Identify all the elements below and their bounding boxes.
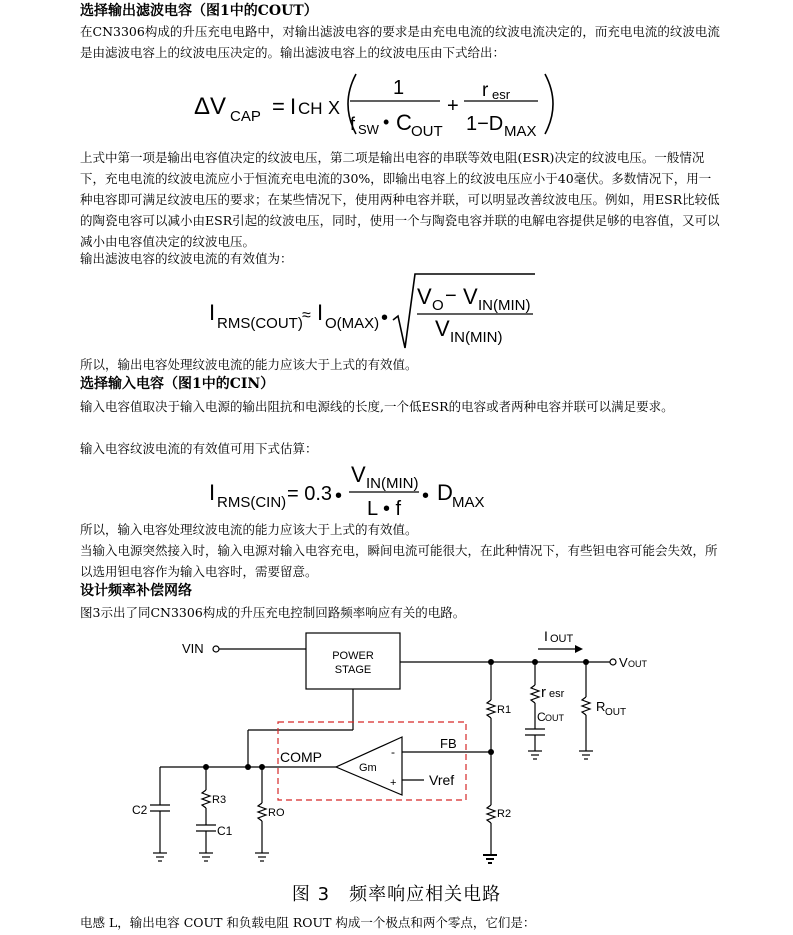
eq3-dot2: • [422, 485, 430, 507]
label-rout: R [596, 699, 606, 714]
equation-rms-cin [205, 460, 505, 520]
label-rout-sub: OUT [605, 707, 627, 718]
label-comp: COMP [280, 749, 322, 765]
heading-compensation: 设计频率补偿网络 [80, 583, 192, 599]
label-vout: V [619, 655, 628, 670]
eq3-den: L • f [367, 498, 402, 520]
heading-input-cap: 选择输入电容（图1中的CIN） [80, 376, 275, 392]
eq2-dot: • [381, 307, 389, 329]
eq1-lhs-sub: CAP [230, 108, 261, 125]
label-vout-sub: OUT [628, 659, 647, 669]
label-r3: R3 [212, 794, 227, 806]
eq3-dot1: • [335, 485, 343, 507]
eq2-io: I [317, 300, 324, 325]
para-rms-intro: 输出滤波电容的纹波电流的有效值为： [80, 251, 293, 266]
circuit-diagram [120, 625, 660, 870]
eq3-lhs: I [209, 480, 216, 505]
eq1-lhs: ΔV [194, 93, 227, 120]
eq1-resr: r [482, 80, 489, 101]
eq1-num1: 1 [393, 77, 405, 99]
eq2-lhs: I [209, 300, 216, 325]
vout-terminal [610, 659, 616, 665]
label-r1: R1 [497, 704, 512, 716]
vin-terminal [213, 646, 219, 652]
para-figure-intro: 图3示出了同CN3306构成的升压充电控制回路频率响应有关的电路。 [80, 605, 466, 620]
eq1-ich: I [290, 94, 297, 119]
label-stage: STAGE [334, 664, 372, 676]
eq1-resr-sub: esr [492, 87, 511, 102]
eq3-lhs-sub: RMS(CIN) [217, 494, 287, 511]
eq3-d-sub: MAX [452, 494, 485, 511]
eq3-vin-sub: IN(MIN) [366, 475, 419, 492]
label-c2: C2 [132, 803, 148, 817]
eq2-vin-den: V [435, 316, 450, 341]
label-fb: FB [440, 736, 457, 751]
label-gm: Gm [359, 762, 377, 774]
eq3-coef: = 0.3 [287, 483, 333, 505]
label-minus: - [391, 745, 395, 759]
eq2-minus: − [445, 285, 457, 307]
label-r2: R2 [497, 808, 512, 820]
eq1-plus: + [447, 95, 459, 117]
eq1-fsw-sub: SW [358, 122, 379, 137]
para-pole-zero: 电感 L，输出电容 COUT 和负载电阻 ROUT 构成一个极点和两个零点，它们是： [80, 915, 536, 930]
label-vin: VIN [182, 641, 204, 656]
eq2-vin: V [463, 284, 478, 309]
label-cout-sub: OUT [545, 713, 564, 723]
para-output-cap-capability: 所以，输出电容处理纹波电流的能力应该大于上式的有效值。 [80, 357, 418, 372]
eq2-vin-sub: IN(MIN) [478, 297, 531, 314]
figure-caption: 图 3 频率响应相关电路 [291, 884, 502, 905]
label-c1: C1 [217, 824, 233, 838]
eq2-io-sub: O(MAX) [325, 315, 380, 332]
label-iout: I [544, 628, 548, 644]
eq1-fsw: f [350, 114, 356, 134]
para-input-cap-intro: 输入电容值取决于输入电源的输出阻抗和电源线的长度,一个低ESR的电容或者两种电容并联可以满足要求。 [80, 399, 674, 414]
eq1-cout: C [396, 110, 412, 135]
para-tantalum-warning: 当输入电源突然接入时，输入电源对输入电容充电，瞬间电流可能很大，在此种情况下，有些钽电容可能会失效，所以选用钽电容作为输入电容时，需要留意。 [80, 543, 718, 579]
eq3-d: D [437, 480, 453, 505]
para-ripple-explanation: 上式中第一项是输出电容值决定的纹波电压，第二项是输出电容的串联等效电阻(ESR)决定的纹波电压。一般情况下，充电电流的纹波电流应小于恒流充电电流的30%，即输出电容上的纹波电压应小于40毫伏。多数情况下，用一种电容即可满足纹波电压的要求；在某些情况下，使用两种电容并联，可以明显改善纹波电压。例如，用ESR比较低的陶瓷电容可以减小由ESR引起的纹波电压，同时，使用一个与陶瓷电容并联的电解电容提供足够的电容值，又可以减小由电容值决定的纹波电压。 [80, 150, 720, 249]
label-ro: RO [268, 807, 285, 819]
eq1-dmax-sub: MAX [504, 123, 537, 140]
eq2-approx: ≈ [302, 307, 311, 324]
label-iout-sub: OUT [550, 633, 574, 645]
eq1-equals: = [272, 94, 285, 119]
eq2-vo: V [417, 284, 432, 309]
label-resr: r [541, 684, 546, 701]
para-input-cap-capability: 所以，输入电容处理纹波电流的能力应该大于上式的有效值。 [80, 522, 418, 537]
eq1-ich-sub: CH [298, 99, 323, 118]
eq2-vin-den-sub: IN(MIN) [450, 329, 503, 346]
para-input-rms-intro: 输入电容纹波电流的有效值可用下式估算： [80, 441, 318, 456]
label-cout: C [537, 710, 546, 724]
eq1-times: X [328, 98, 341, 118]
label-resr-sub: esr [549, 688, 565, 700]
eq2-vo-sub: O [432, 297, 444, 314]
equation-ripple-voltage [190, 68, 560, 140]
equation-rms-cout [205, 272, 545, 352]
iout-arrow [575, 645, 583, 653]
eq1-dot: • [383, 112, 390, 132]
right-paren [545, 74, 553, 134]
heading-output-cap: 选择输出滤波电容（图1中的COUT） [80, 3, 318, 19]
label-power: POWER [332, 650, 374, 662]
eq1-one-minus-d: 1−D [466, 113, 504, 135]
label-plus: + [390, 777, 397, 789]
para-output-cap-intro: 在CN3306构成的升压充电电路中，对输出滤波电容的要求是由充电电流的纹波电流决定的，而充电电流的纹波电流是由滤波电容上的纹波电压决定的。输出滤波电容上的纹波电压由下式给出： [80, 24, 720, 60]
eq2-lhs-sub: RMS(COUT) [217, 315, 303, 332]
eq3-vin: V [351, 462, 366, 487]
junction-dots [203, 659, 589, 770]
label-vref: Vref [429, 772, 455, 788]
eq1-cout-sub: OUT [411, 123, 443, 140]
